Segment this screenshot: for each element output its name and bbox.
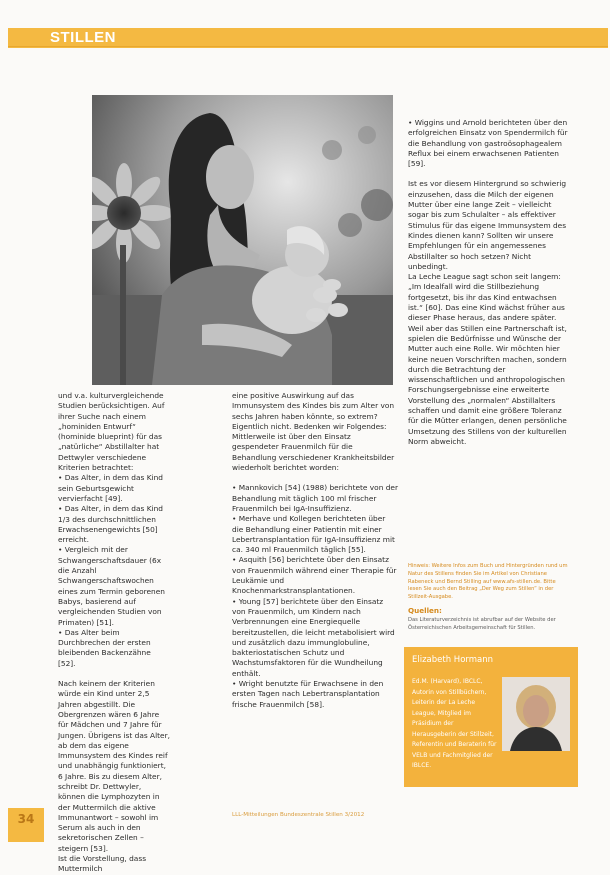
article-column-1 [58,391,170,875]
article-paragraph: • Wiggins und Arnold berichteten über den erfolgreichen Einsatz von Spendermilch für die Behandlung von gastroösophagealem Reflux bei einem erwachsenen Patienten [59]. [408,118,568,169]
author-name: Elizabeth Hormann [412,655,494,665]
footer-text: LLL-Mitteilungen Bundeszentrale Stillen 3/2012 [232,812,365,818]
article-paragraph: Nach keinem der Kriterien würde ein Kind unter 2,5 Jahren abgestillt. Die Obergrenzen wären 6 Jahre für Mädchen und 7 Jahre für Jungen. Übrigens ist das Alter, ab dem das eigene Immunsystem des Kindes reif und unabhängig funktioniert, 6 Jahre. Bis zu diesem Alter, schreibt Dr. Dettwyler, können die Lymphozyten in der Muttermilch die aktive Immunantwort – sowohl im Serum als auch in den sekretorischen Zellen – steigern [53]. Ist die Vorstellung, dass Muttermilch [58,679,170,874]
mother-breastfeeding-photo [92,95,393,385]
article-column-3 [408,118,571,447]
article-column-2 [232,391,398,710]
article-paragraph: und v.a. kulturvergleichende Studien berücksichtigen. Auf ihrer Suche nach einem „hominiden Entwurf“ (hominide blueprint) für das „natürliche“ Abstillalter hat Dettwyler verschiedene Kriterien betrachtet: • Das Alter, in dem das Kind sein Geburtsgewicht vervierfacht [49]. • Das Alter, in dem das Kind 1/3 des durchschnittlichen Erwachsenengewichts [50] erreicht. • Vergleich mit der Schwangerschaftsdauer (6x die Anzahl Schwangerschaftswochen eines zum Termin geborenen Babys, basierend auf vergleichenden Studien von Primaten) [51]. • Das Alter beim Durchbrechen der ersten bleibenden Backenzähne [52]. [58,391,165,668]
page-number-box [8,808,44,842]
article-paragraph: Ist es vor diesem Hintergrund so schwierig einzusehen, dass die Milch der eigenen Mutter über eine lange Zeit – vielleicht sogar bis zum Schulalter – als effektiver Stimulus für das eigene Immunsystem des Kindes dienen kann? Sollten wir unsere Empfehlungen für ein angemessenes Abstillalter so hoch setzen? Nicht unbedingt. La Leche League sagt schon seit langem: „Im Idealfall wird die Stillbeziehung fortgesetzt, bis ihr das Kind entwachsen ist.“ [60]. Das eine Kind wächst früher aus dieser Phase heraus, das andere später. Weil aber das Stillen eine Partnerschaft ist, spielen die Bedürfnisse und Wünsche der Mutter auch eine Rolle. Wir möchten hier keine neuen Vorschriften machen, sondern durch die Betrachtung der wissenschaftlichen und anthropologischen Forschungsergebnisse eine erweiterte Vorstellung des „normalen“ Abstillalters schaffen und damit eine größere Toleranz für die Mütter erlangen, denen persönliche Umsetzung des Stillens von der kulturellen Norm abweicht. [408,179,567,446]
author-bio: Ed.M. (Harvard), IBCLC, Autorin von Stillbüchern, Leiterin der La Leche League, Mitglied im Präsidium der Herausgeberin der Stillzeit, Referentin und Beraterin für VELB und Fachmitglied der IBLCE. [412,678,497,769]
page-number: 34 [17,812,35,826]
article-paragraph: • Mannkovich [54] (1988) berichtete von der Behandlung mit täglich 100 ml frischer Frauenmilch bei IgA-Insuffizienz. • Merhave und Kollegen berichteten über die Behandlung einer Patientin mit einer Lebertransplantation für IgA-Insuffizienz mit ca. 340 ml Frauenmilch täglich [55]. • Asquith [56] berichtete über den Einsatz von Frauenmilch während einer Therapie für Leukämie und Knochenmarkstransplantationen. • Young [57] berichtete über den Einsatz von Frauenmilch, um Kindern nach Verbrennungen eine Energiequelle bereitzustellen, die leicht metabolisiert wird und zusätzlich dazu immunglobuline, bakteriostatischen Schutz und Wachstumsfaktoren für die Wundheilung enthält. • Wright benutzte für Erwachsene in den ersten Tagen nach Lebertransplantation frische Frauenmilch [58]. [232,483,399,709]
reference-note: Hinweis: Weitere Infos zum Buch und Hintergründen rund um Natur des Stillens finden Sie im Artikel von Christiane Rabeneck und Bernd Stilling auf www.afs-stillen.de. Bitte lesen Sie auch den Beitrag „Der Weg zum Stillen“ in der Stillzeit-Ausgabe. [408,563,568,601]
author-box [404,647,578,787]
author-portrait [502,677,570,751]
section-title: STILLEN [50,29,116,46]
sources-heading: Quellen: [408,606,442,615]
sources-text: Das Literaturverzeichnis ist abrufbar auf der Website der Österreichischen Arbeitsgemeinschaft für Stillen. [408,617,556,631]
article-paragraph: eine positive Auswirkung auf das Immunsystem des Kindes bis zum Alter von sechs Jahren haben könnte, so extrem? Eigentlich nicht. Bedenken wir Folgendes: Mittlerweile ist über den Einsatz gespendeter Frauenmilch für die Behandlung verschiedener Krankheitsbilder wiederholt berichtet worden: [232,391,395,473]
